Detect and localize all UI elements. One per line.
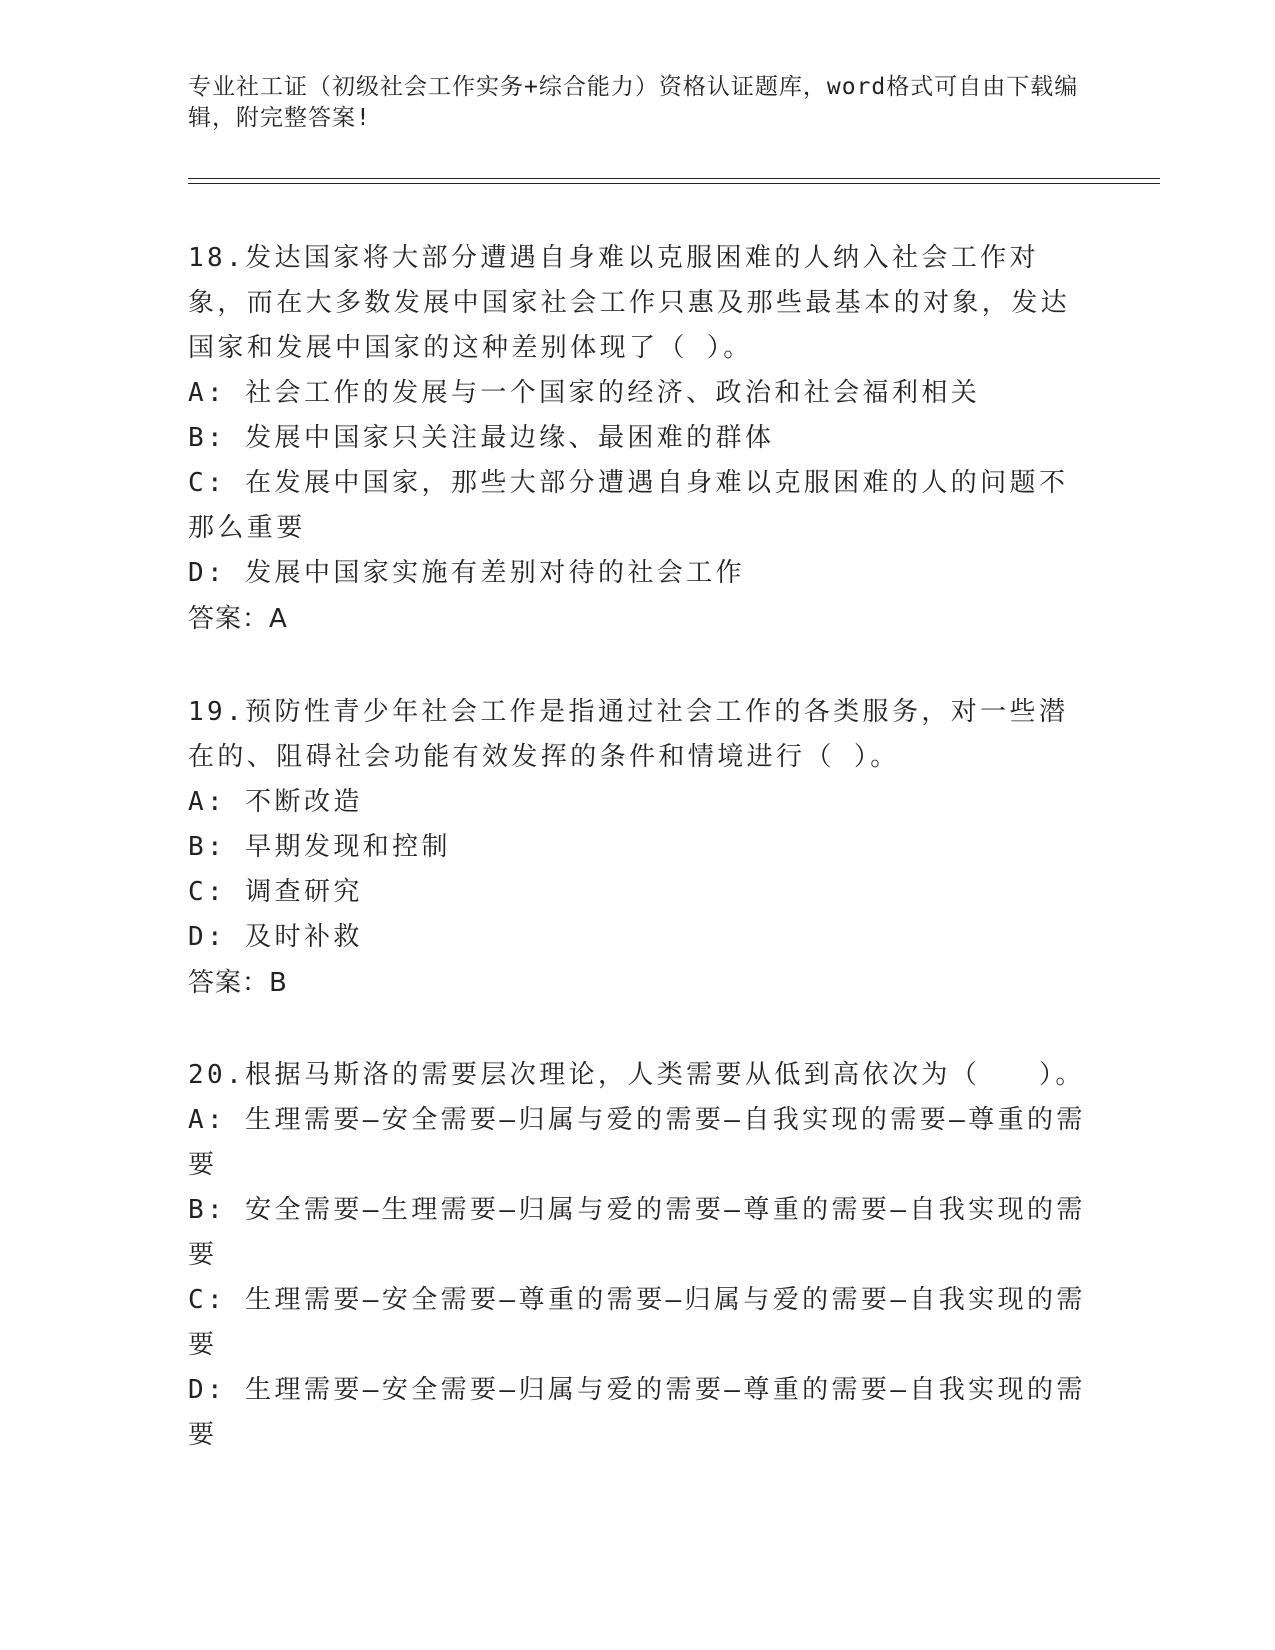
header-divider-bottom	[188, 183, 1160, 184]
option-a: A: 生理需要—安全需要—归属与爱的需要—自我实现的需要—尊重的需要	[188, 1105, 1086, 1180]
question-text: 18.发达国家将大部分遭遇自身难以克服困难的人纳入社会工作对象，而在大多数发展中国家社会工作只惠及那些最基本的对象，发达国家和发展中国家的这种差别体现了（ ）。	[188, 243, 1071, 363]
option-a: A: 社会工作的发展与一个国家的经济、政治和社会福利相关	[188, 378, 981, 408]
answer: 答案：B	[188, 968, 288, 998]
question-18	[188, 236, 1088, 642]
option-d: D: 生理需要—安全需要—归属与爱的需要—尊重的需要—自我实现的需要	[188, 1375, 1086, 1450]
question-text: 19.预防性青少年社会工作是指通过社会工作的各类服务，对一些潜在的、阻碍社会功能有效发挥的条件和情境进行（ ）。	[188, 697, 1069, 772]
option-b: B: 发展中国家只关注最边缘、最困难的群体	[188, 423, 775, 453]
option-b: B: 早期发现和控制	[188, 832, 451, 862]
option-d: D: 及时补救	[188, 922, 363, 952]
option-c: C: 调查研究	[188, 877, 363, 907]
option-c: C: 生理需要—安全需要—尊重的需要—归属与爱的需要—自我实现的需要	[188, 1285, 1086, 1360]
document-header: 专业社工证（初级社会工作实务+综合能力）资格认证题库，word格式可自由下载编辑，附完整答案!	[188, 74, 1079, 131]
question-20	[188, 1053, 1088, 1458]
header-divider-top	[188, 178, 1160, 179]
option-b: B: 安全需要—生理需要—归属与爱的需要—尊重的需要—自我实现的需要	[188, 1195, 1086, 1270]
option-c: C: 在发展中国家，那些大部分遭遇自身难以克服困难的人的问题不那么重要	[188, 468, 1069, 543]
question-text: 20.根据马斯洛的需要层次理论，人类需要从低到高依次为（ ）。	[188, 1060, 1085, 1090]
answer: 答案：A	[188, 604, 288, 634]
option-d: D: 发展中国家实施有差别对待的社会工作	[188, 558, 745, 588]
option-a: A: 不断改造	[188, 787, 363, 817]
question-list	[188, 236, 1088, 1458]
question-19	[188, 690, 1088, 1006]
